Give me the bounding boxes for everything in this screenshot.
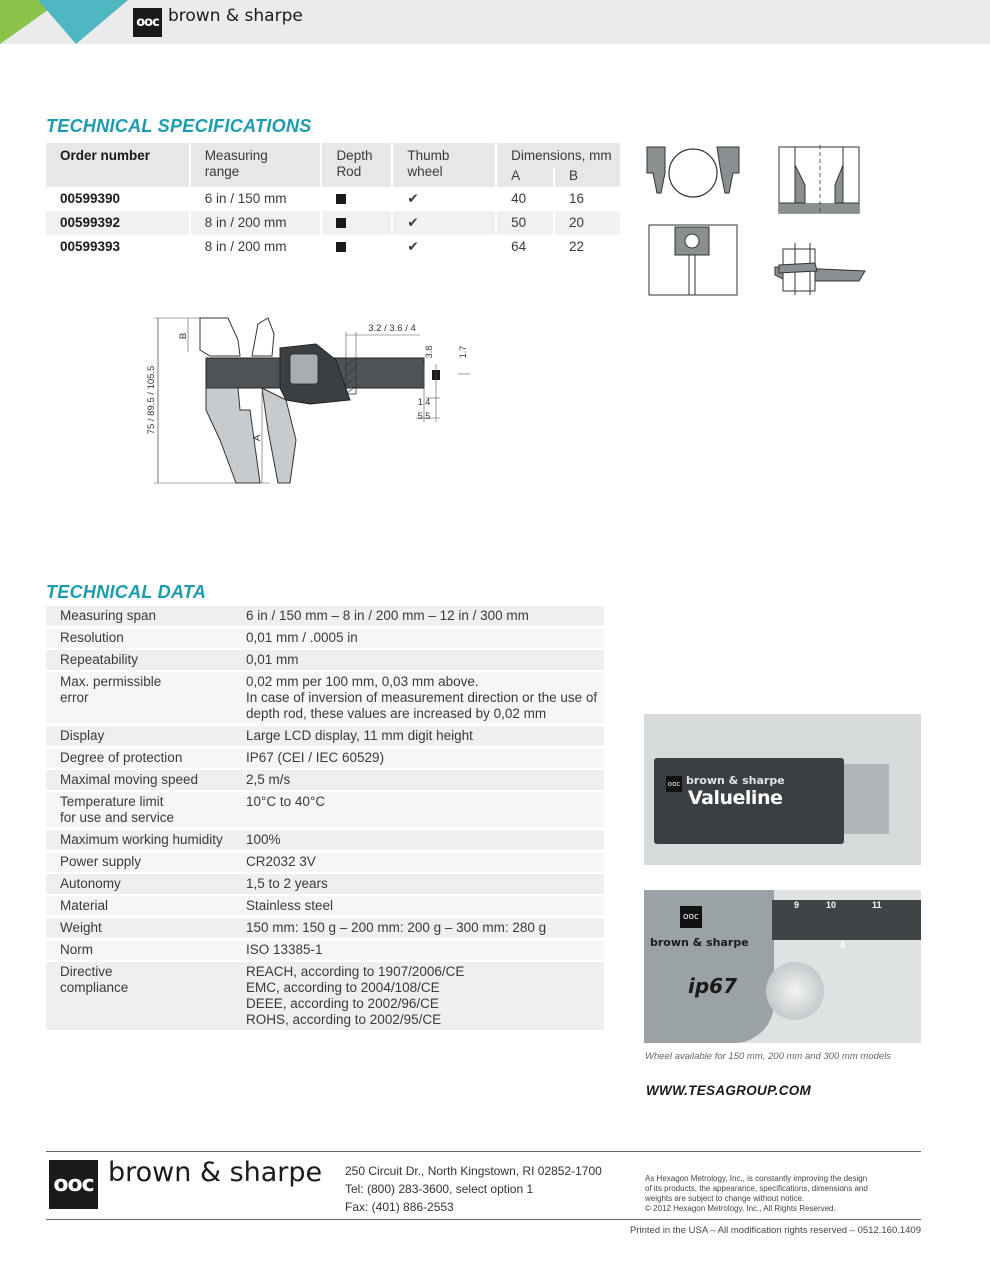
- dim-a-cell: 40: [496, 187, 554, 211]
- footer-brand-name: brown & sharpe: [108, 1157, 323, 1188]
- dim-1-4-label: 1.4: [417, 397, 431, 407]
- data-label: [46, 917, 232, 939]
- product-photo-valueline: [644, 714, 921, 865]
- data-label: [46, 769, 232, 791]
- data-value-line: 0,01 mm / .0005 in: [246, 630, 358, 645]
- scale-number: 9: [794, 900, 800, 910]
- company-address: [345, 1162, 602, 1216]
- header-measuring-range: Measuring range: [190, 143, 322, 187]
- data-label-line: Directive: [60, 964, 113, 979]
- data-value-line: 10°C to 40°C: [246, 794, 326, 809]
- data-value-line: 0,02 mm per 100 mm, 0,03 mm above.: [246, 674, 479, 689]
- a-dimension-label: A: [252, 434, 263, 442]
- legal-line: As Hexagon Metrology, Inc., is constantly improving the design: [645, 1174, 868, 1183]
- header-dim-b: B: [554, 167, 621, 187]
- table-row: [46, 235, 621, 259]
- data-label: [46, 939, 232, 961]
- thumb-wheel-cell: ✔: [392, 187, 496, 211]
- height-dimension-label: 75 / 89.5 / 105.5: [146, 365, 157, 435]
- legal-line: weights are subject to change without notice.: [645, 1194, 805, 1203]
- data-label: [46, 961, 232, 1031]
- data-label-line: Resolution: [60, 630, 124, 645]
- dim-5-5-label: 5.5: [417, 411, 431, 421]
- legal-line: © 2012 Hexagon Metrology, Inc., All Rights Reserved.: [645, 1204, 836, 1213]
- data-label-line: Max. permissible: [60, 674, 162, 689]
- data-label-line: error: [60, 690, 89, 705]
- data-value-line: depth rod, these values are increased by 0,02 mm: [246, 706, 547, 721]
- order-number-cell: 00599390: [46, 187, 190, 211]
- filled-square-icon: [336, 194, 346, 204]
- data-label-line: Autonomy: [60, 876, 121, 891]
- table-row: [46, 627, 604, 649]
- header-depth-rod: Depth Rod: [321, 143, 392, 187]
- data-value-line: 6 in / 150 mm – 8 in / 200 mm – 12 in / 300 mm: [246, 608, 529, 623]
- data-label: [46, 873, 232, 895]
- thumb-wheel-cell: ✔: [392, 211, 496, 235]
- data-value: [232, 769, 604, 791]
- data-label-line: Measuring span: [60, 608, 157, 623]
- data-label: [46, 747, 232, 769]
- photo-caption: Wheel available for 150 mm, 200 mm and 300 mm models: [645, 1051, 892, 1062]
- table-row: [46, 725, 604, 747]
- range-cell: 8 in / 200 mm: [190, 211, 322, 235]
- data-value-line: REACH, according to 1907/2006/CE: [246, 964, 465, 979]
- table-row: [46, 873, 604, 895]
- data-value-line: In case of inversion of measurement direction or the use of: [246, 690, 598, 705]
- footer-top-rule: [46, 1151, 921, 1152]
- data-value: [232, 917, 604, 939]
- data-label: [46, 895, 232, 917]
- inside-measurement-icon: [779, 145, 859, 215]
- table-row: [46, 606, 604, 627]
- legal-line: of its products, the appearance, specifications, dimensions and: [645, 1184, 868, 1193]
- data-label-line: Power supply: [60, 854, 142, 869]
- depth-rod-cell: [321, 211, 392, 235]
- dim-a-cell: 50: [496, 211, 554, 235]
- range-cell: 8 in / 200 mm: [190, 235, 322, 259]
- table-row: [46, 747, 604, 769]
- table-row: [46, 649, 604, 671]
- table-row: [46, 211, 621, 235]
- table-row: [46, 917, 604, 939]
- table-row: [46, 671, 604, 725]
- dim-1-7-label: 1.7: [458, 345, 468, 359]
- dim-b-cell: 22: [554, 235, 621, 259]
- brand-logo-icon: ooc: [666, 776, 682, 792]
- data-value-line: 150 mm: 150 g – 200 mm: 200 g – 300 mm: 280 g: [246, 920, 547, 935]
- brand-logo-icon: ooc: [133, 8, 162, 37]
- data-label: [46, 671, 232, 725]
- outside-measurement-icon: [647, 147, 739, 197]
- data-label-line: Maximal moving speed: [60, 772, 199, 787]
- header-order-number: Order number: [46, 143, 190, 187]
- data-label-line: Norm: [60, 942, 93, 957]
- data-label: [46, 725, 232, 747]
- data-label-line: Display: [60, 728, 105, 743]
- dim-3-8-label: 3.8: [424, 345, 434, 359]
- data-label: [46, 649, 232, 671]
- dim-b-cell: 20: [554, 211, 621, 235]
- data-value: [232, 829, 604, 851]
- spec-header-row: [46, 143, 621, 167]
- scale-number: 10: [826, 900, 837, 910]
- depth-rod-cell: [321, 235, 392, 259]
- filled-square-icon: [336, 242, 346, 252]
- banner-teal-shape: [38, 0, 128, 44]
- data-label-line: for use and service: [60, 810, 175, 825]
- ip67-badge: ip67: [688, 974, 738, 998]
- data-label-line: compliance: [60, 980, 129, 995]
- data-label-line: Temperature limit: [60, 794, 164, 809]
- specifications-table: [46, 143, 622, 259]
- photo-product-name: Valueline: [688, 787, 783, 809]
- tech-data-title: TECHNICAL DATA: [46, 582, 207, 602]
- table-row: [46, 961, 604, 1031]
- technical-data-table: [46, 606, 604, 1032]
- b-dimension-label: B: [178, 332, 189, 340]
- data-label-line: Maximum working humidity: [60, 832, 223, 847]
- legal-notice: [645, 1174, 885, 1214]
- range-cell: 6 in / 150 mm: [190, 187, 322, 211]
- measurement-modes-illustration: [645, 145, 870, 297]
- data-value: [232, 791, 604, 829]
- footer-logo-icon: ooc: [49, 1160, 98, 1209]
- data-value-line: ROHS, according to 2002/95/CE: [246, 1012, 442, 1027]
- data-value-line: DEEE, according to 2002/96/CE: [246, 996, 439, 1011]
- data-value: [232, 747, 604, 769]
- jaw-shape: [844, 764, 889, 834]
- data-value-line: Stainless steel: [246, 898, 334, 913]
- data-label-line: Material: [60, 898, 109, 913]
- scale-number: 11: [872, 900, 882, 910]
- data-label-line: Weight: [60, 920, 102, 935]
- data-label: [46, 829, 232, 851]
- thumb-wheel-shape: [766, 962, 824, 1020]
- data-value-line: 0,01 mm: [246, 652, 299, 667]
- data-label: [46, 791, 232, 829]
- data-value: [232, 627, 604, 649]
- data-value: [232, 606, 604, 627]
- website-link[interactable]: WWW.TESAGROUP.COM: [646, 1083, 812, 1098]
- table-row: [46, 851, 604, 873]
- address-line: 250 Circuit Dr., North Kingstown, RI 02852-1700: [345, 1164, 602, 1178]
- depth-measurement-icon: [649, 225, 737, 295]
- data-value: [232, 725, 604, 747]
- order-number-cell: 00599392: [46, 211, 190, 235]
- data-value-line: 2,5 m/s: [246, 772, 291, 787]
- caliper-dimension-drawing: [140, 300, 480, 490]
- data-label: [46, 851, 232, 873]
- filled-square-icon: [336, 218, 346, 228]
- product-photo-ip67: [644, 890, 921, 1043]
- specs-title: TECHNICAL SPECIFICATIONS: [46, 116, 312, 136]
- slider-body-shape: [644, 890, 774, 1043]
- data-label-line: Repeatability: [60, 652, 139, 667]
- scale-number: 4: [840, 940, 846, 950]
- table-row: [46, 791, 604, 829]
- jaw-width-label: 3.2 / 3.6 / 4: [368, 323, 416, 334]
- data-value-line: Large LCD display, 11 mm digit height: [246, 728, 473, 743]
- dim-b-cell: 16: [554, 187, 621, 211]
- phone-line: Tel: (800) 283-3600, select option 1: [345, 1182, 534, 1196]
- table-row: [46, 895, 604, 917]
- data-value: [232, 895, 604, 917]
- thumb-wheel-cell: ✔: [392, 235, 496, 259]
- data-value: [232, 649, 604, 671]
- data-value-line: 1,5 to 2 years: [246, 876, 328, 891]
- header-dimensions: Dimensions, mm: [496, 143, 621, 167]
- header-thumb-wheel: Thumb wheel: [392, 143, 496, 187]
- data-value-line: IP67 (CEI / IEC 60529): [246, 750, 385, 765]
- print-notice: Printed in the USA – All modification rights reserved – 0512.160.1409: [630, 1225, 921, 1236]
- data-label: [46, 627, 232, 649]
- depth-rod-cell: [321, 187, 392, 211]
- photo-brand-text: brown & sharpe: [686, 774, 785, 787]
- fax-line: Fax: (401) 886-2553: [345, 1200, 454, 1214]
- brand-logo-icon: ooc: [680, 906, 702, 928]
- data-value: [232, 851, 604, 873]
- data-value: [232, 939, 604, 961]
- data-value-line: EMC, according to 2004/108/CE: [246, 980, 440, 995]
- table-row: [46, 939, 604, 961]
- table-row: [46, 187, 621, 211]
- data-label-line: Degree of protection: [60, 750, 183, 765]
- data-value-line: 100%: [246, 832, 281, 847]
- table-row: [46, 769, 604, 791]
- data-value: [232, 671, 604, 725]
- data-value: [232, 873, 604, 895]
- dim-a-cell: 64: [496, 235, 554, 259]
- header-brand-name: brown & sharpe: [168, 6, 303, 26]
- data-value-line: CR2032 3V: [246, 854, 316, 869]
- data-value: [232, 961, 604, 1031]
- footer-bottom-rule: [46, 1219, 921, 1220]
- photo-brand-text: brown & sharpe: [650, 936, 749, 949]
- table-row: [46, 829, 604, 851]
- step-measurement-icon: [775, 243, 865, 295]
- header-dim-a: A: [496, 167, 554, 187]
- data-label: [46, 606, 232, 627]
- data-value-line: ISO 13385-1: [246, 942, 323, 957]
- order-number-cell: 00599393: [46, 235, 190, 259]
